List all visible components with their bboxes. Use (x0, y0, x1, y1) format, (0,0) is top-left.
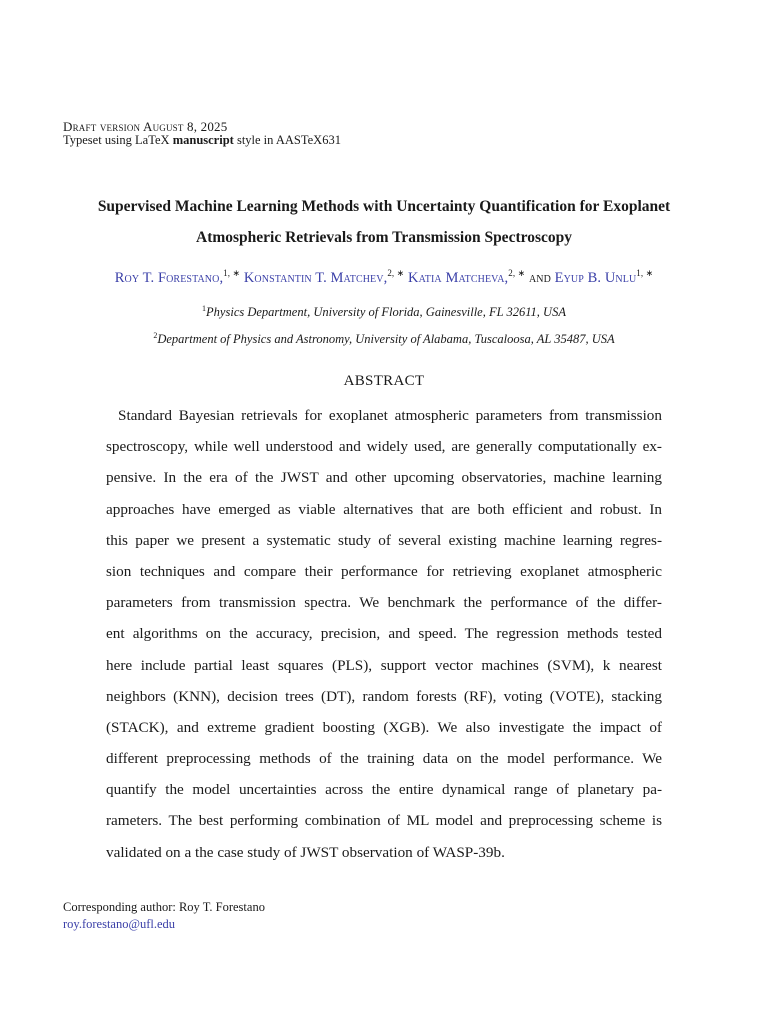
draft-version-line: Draft version August 8, 2025 (63, 119, 228, 134)
author-matcheva[interactable]: Katia Matcheva, (408, 269, 509, 286)
author-matcheva-affil: 2, ∗ (508, 268, 526, 278)
latex-logo: LaTeX (135, 133, 170, 147)
affiliation-1-text: Physics Department, University of Florida, Gainesville, FL 32611, USA (206, 305, 566, 320)
author-unlu-affil: 1, ∗ (636, 268, 654, 278)
abstract-line: rameters. The best performing combination of ML model and preprocessing scheme is (106, 812, 662, 830)
typeset-line (63, 134, 341, 147)
typeset-style-name: manuscript (172, 133, 234, 147)
abstract-line: validated on a the case study of JWST observation of WASP-39b. (106, 843, 505, 861)
author-forestano[interactable]: Roy T. Forestano, (114, 269, 224, 286)
abstract-line: pensive. In the era of the JWST and other upcoming observatories, machine learning (106, 469, 662, 487)
title-line-2: Atmospheric Retrievals from Transmission Spectroscopy (196, 229, 572, 246)
abstract-line: spectroscopy, while well understood and widely used, are generally computationally ex- (106, 438, 662, 456)
abstract-line: this paper we present a systematic study of several existing machine learning regres- (106, 531, 662, 549)
author-list (30, 264, 738, 287)
abstract-body (106, 400, 662, 868)
abstract-line: neighbors (KNN), decision trees (DT), random forests (RF), voting (VOTE), stacking (106, 687, 662, 705)
affiliation-2-text: Department of Physics and Astronomy, University of Alabama, Tuscaloosa, AL 35487, USA (157, 332, 615, 347)
author-email-link[interactable]: roy.forestano@ufl.edu (63, 917, 176, 931)
typeset-suffix: style in AASTeX631 (233, 133, 341, 147)
affiliation-2-number: 2 (153, 331, 158, 340)
paper-title (40, 191, 728, 253)
abstract-line: (STACK), and extreme gradient boosting (XGB). We also investigate the impact of (106, 718, 662, 736)
abstract-line: approaches have emerged as viable alternatives that are both efficient and robust. In (106, 500, 662, 518)
abstract-line: here include partial least squares (PLS), support vector machines (SVM), k nearest (106, 656, 662, 674)
abstract-line: Standard Bayesian retrievals for exoplanet atmospheric parameters from transmission (118, 407, 662, 424)
corresponding-author: Corresponding author: Roy T. Forestano (63, 900, 265, 914)
abstract-line: different preprocessing methods of the training data on the model performance. We (106, 750, 662, 768)
author-forestano-affil: 1, ∗ (223, 268, 241, 278)
author-unlu[interactable]: Eyup B. Unlu (554, 269, 637, 286)
title-line-1: Supervised Machine Learning Methods with Uncertainty Quantification for Exoplanet (97, 198, 671, 215)
abstract-heading: ABSTRACT (343, 373, 425, 389)
typeset-prefix: Typeset using (63, 133, 136, 147)
affiliation-2 (30, 328, 738, 347)
author-and: and (528, 269, 551, 286)
abstract-line: quantify the model uncertainties across the entire dynamical range of planetary pa- (106, 781, 662, 799)
author-matchev-affil: 2, ∗ (387, 268, 405, 278)
author-matchev[interactable]: Konstantin T. Matchev, (243, 269, 388, 286)
affiliation-1-number: 1 (202, 304, 207, 313)
affiliation-1 (30, 301, 738, 320)
abstract-line: ent algorithms on the accuracy, precision, and speed. The regression methods tested (106, 625, 662, 643)
abstract-line: sion techniques and compare their performance for retrieving exoplanet atmospheric (106, 562, 662, 580)
abstract-line: parameters from transmission spectra. We benchmark the performance of the differ- (106, 594, 662, 612)
